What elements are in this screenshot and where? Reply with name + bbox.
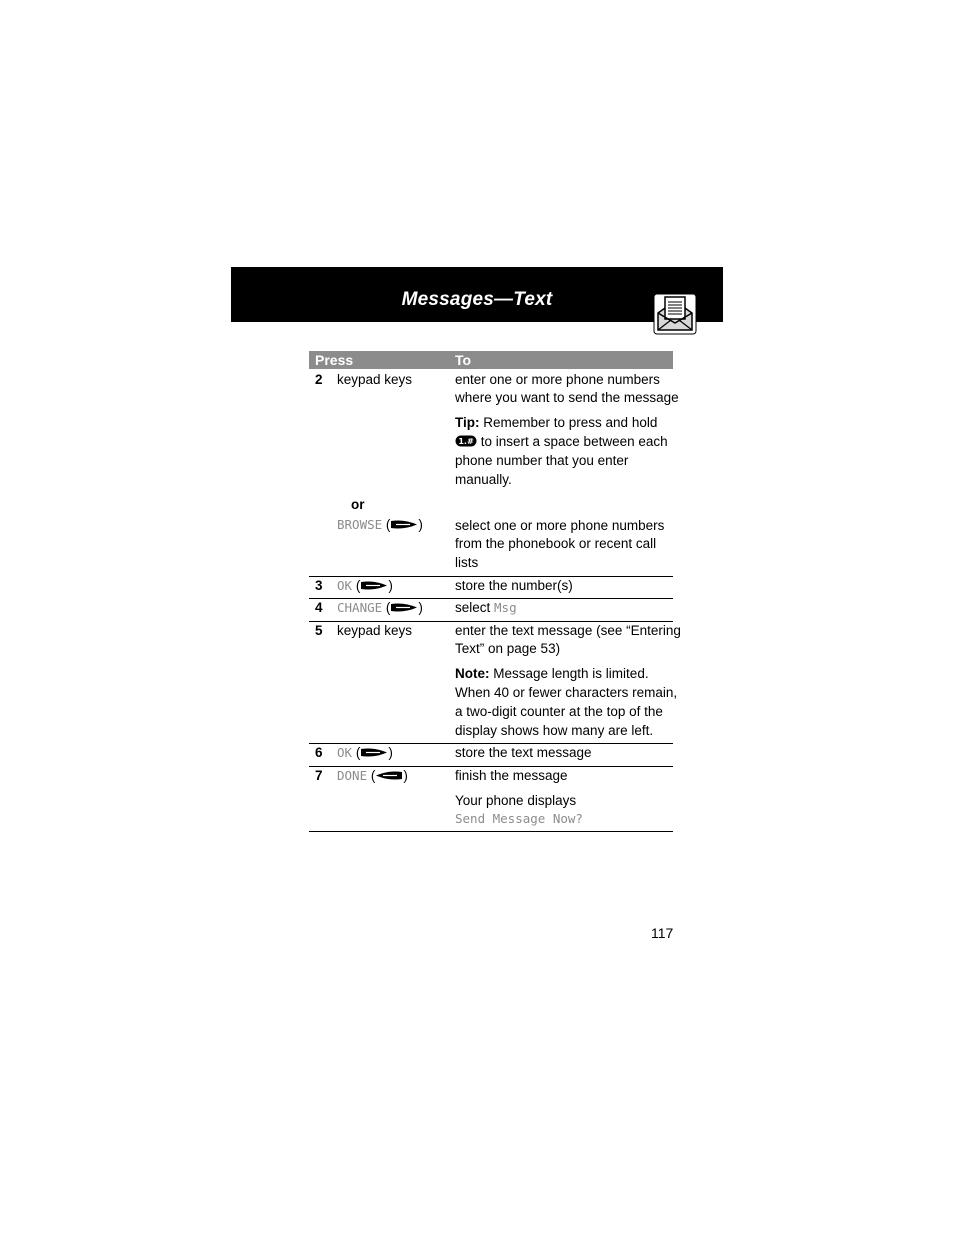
done-softkey-label: DONE <box>337 768 368 783</box>
tip-text: manually. <box>455 472 512 487</box>
page-number: 117 <box>651 925 674 941</box>
change-softkey-label: CHANGE <box>337 600 383 615</box>
table-header <box>309 351 673 369</box>
display-prompt-text: Send Message Now? <box>455 811 583 826</box>
note-text: Note: Message length is limited. <box>455 666 649 681</box>
step-number: 4 <box>315 600 323 615</box>
right-softkey-icon <box>360 746 388 759</box>
column-header-to: To <box>455 352 472 368</box>
table-bottom-rule <box>309 831 673 832</box>
action-description: from the phonebook or recent call <box>455 536 657 551</box>
display-note: Your phone displays <box>455 793 577 808</box>
step-number: 5 <box>315 623 323 638</box>
note-text: display shows how many are left. <box>455 723 654 738</box>
tip-text: Tip: Remember to press and hold <box>455 415 658 430</box>
browse-softkey-label: BROWSE <box>337 517 383 532</box>
action-description: lists <box>455 555 479 570</box>
step-number: 3 <box>315 578 323 593</box>
step-number: 2 <box>315 372 323 387</box>
tip-text: phone number that you enter <box>455 453 629 468</box>
press-instruction: keypad keys <box>337 372 413 387</box>
right-softkey-icon <box>390 518 418 531</box>
action-description: finish the message <box>455 768 568 783</box>
step-number: 6 <box>315 745 323 760</box>
msg-menu-value: Msg <box>494 600 517 615</box>
action-description: enter the text message (see “Entering <box>455 623 681 638</box>
action-description: select one or more phone numbers <box>455 518 665 533</box>
right-softkey-icon <box>360 579 388 592</box>
action-description: where you want to send the message <box>455 390 679 405</box>
tip-label: Tip: <box>455 415 480 430</box>
section-banner <box>231 267 723 322</box>
action-description: select Msg <box>455 600 517 615</box>
envelope-message-icon <box>653 293 697 335</box>
action-description: store the text message <box>455 745 592 760</box>
section-title: Messages—Text <box>401 289 553 310</box>
one-key-icon <box>455 435 477 447</box>
note-label: Note: <box>455 666 490 681</box>
press-instruction: keypad keys <box>337 623 413 638</box>
action-description: store the number(s) <box>455 578 573 593</box>
ok-softkey-label: OK <box>337 745 353 760</box>
svg-text:1.#: 1.# <box>458 437 474 446</box>
press-instruction: BROWSE ( ) <box>337 517 423 532</box>
step-number: 7 <box>315 768 323 783</box>
press-instruction: CHANGE ( ) <box>337 600 423 615</box>
note-text: When 40 or fewer characters remain, <box>455 685 678 700</box>
press-instruction: DONE ( ) <box>337 768 408 783</box>
action-description: enter one or more phone numbers <box>455 372 660 387</box>
note-text: a two-digit counter at the top of the <box>455 704 663 719</box>
column-header-press: Press <box>315 352 354 368</box>
left-softkey-icon <box>375 769 403 782</box>
action-description: Text” on page 53) <box>455 641 561 656</box>
ok-softkey-label: OK <box>337 578 353 593</box>
press-instruction: OK ( ) <box>337 745 393 760</box>
right-softkey-icon <box>390 601 418 614</box>
tip-text: 1.# to insert a space between each <box>455 432 668 451</box>
or-label: or <box>351 497 365 512</box>
press-instruction: OK ( ) <box>337 578 393 593</box>
